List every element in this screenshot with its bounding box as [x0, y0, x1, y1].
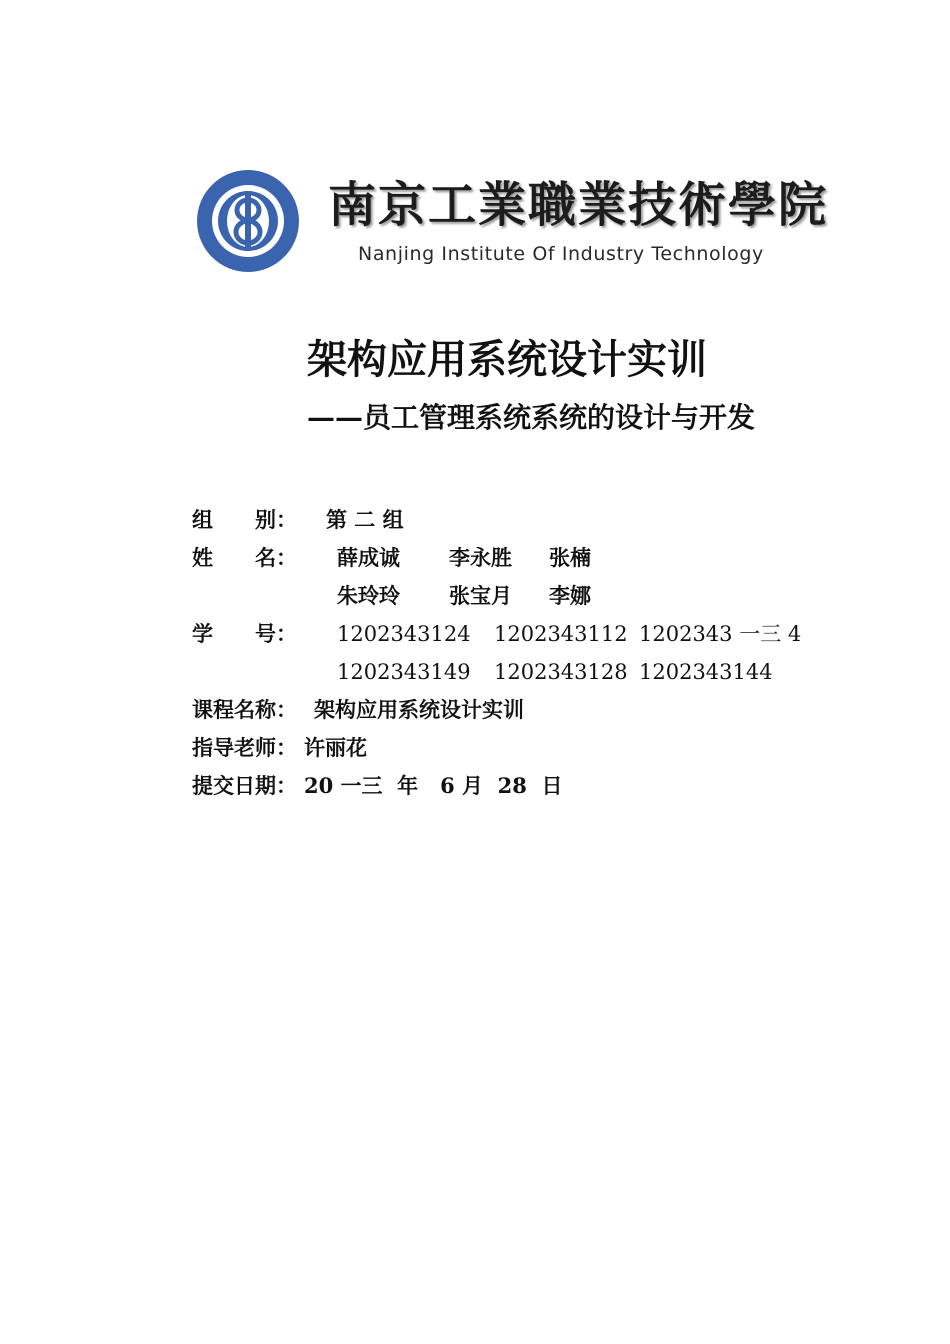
course-label: 课程名称：: [192, 697, 297, 722]
member-name: 李永胜: [449, 545, 512, 570]
school-name-chinese: 南京工業職業技術學院: [328, 177, 829, 233]
page-title: 架构应用系统设计实训: [307, 336, 707, 383]
school-name-english: Nanjing Institute Of Industry Technology: [358, 243, 764, 265]
name-label: 姓 名：: [192, 545, 297, 570]
member-name: 张宝月: [449, 583, 512, 608]
student-id: 1202343144: [639, 660, 773, 684]
member-name: 李娜: [549, 583, 591, 608]
member-name: 薛成诚: [337, 545, 400, 570]
date-value: 20 一三 年 6 月 28 日: [304, 773, 563, 798]
student-id: 1202343124: [337, 622, 471, 646]
student-id: 1202343 一三 4: [639, 622, 802, 646]
id-label: 学 号：: [192, 621, 297, 646]
student-id: 1202343128: [494, 660, 628, 684]
course-value: 架构应用系统设计实训: [314, 697, 524, 722]
student-id: 1202343149: [337, 660, 471, 684]
group-label: 组 别：: [192, 507, 297, 532]
page-subtitle: ——员工管理系统系统的设计与开发: [307, 401, 756, 434]
student-id: 1202343112: [494, 622, 628, 646]
group-value: 第 二 组: [326, 507, 404, 532]
teacher-value: 许丽花: [304, 735, 367, 760]
date-label: 提交日期：: [192, 773, 297, 798]
member-name: 朱玲玲: [337, 583, 400, 608]
member-name: 张楠: [549, 545, 591, 570]
teacher-label: 指导老师：: [192, 735, 297, 760]
